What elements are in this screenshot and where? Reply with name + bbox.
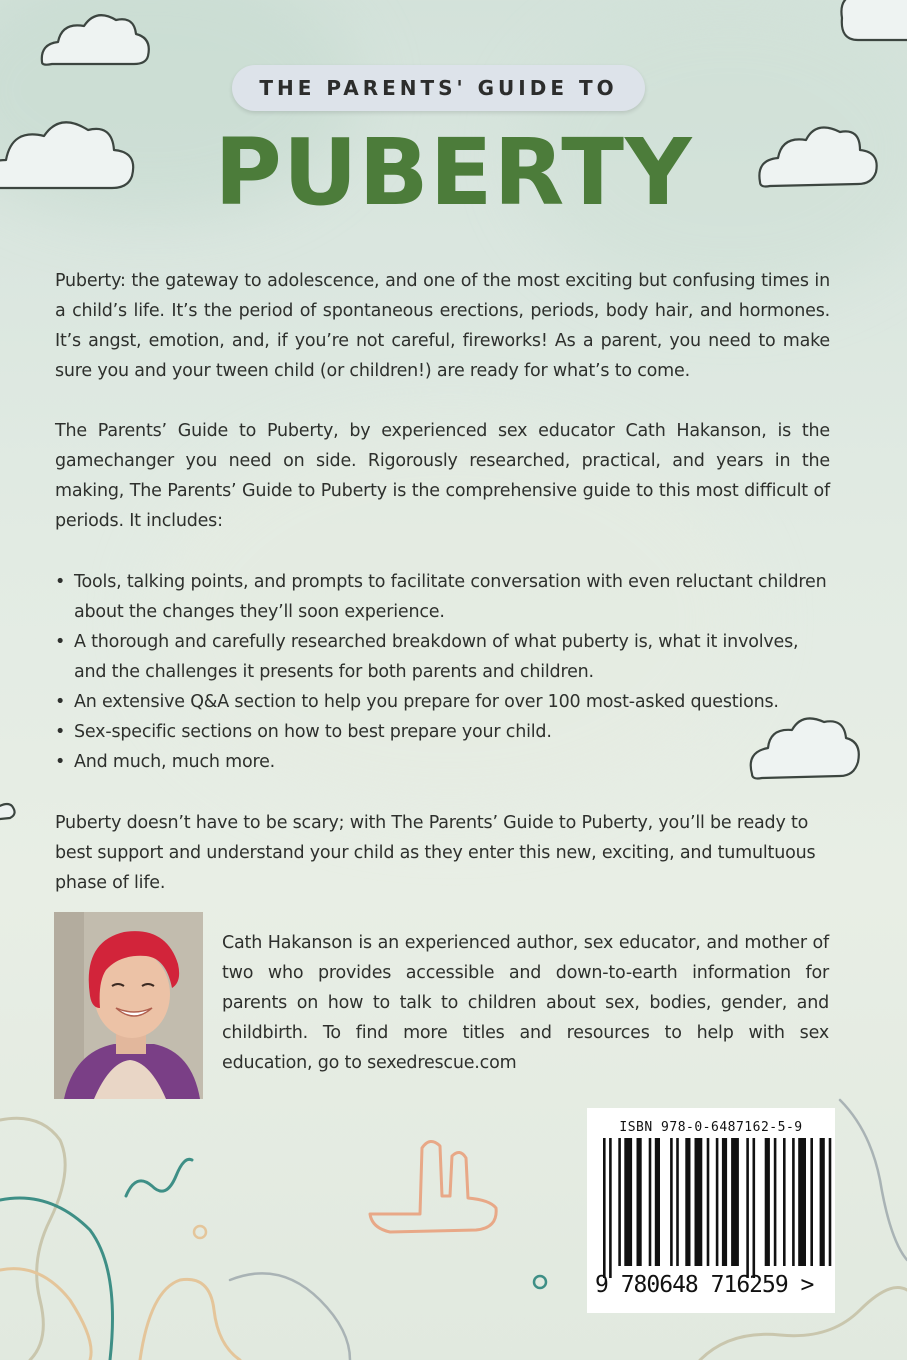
doodle-wave bbox=[140, 1279, 240, 1360]
barcode-bar bbox=[676, 1138, 679, 1266]
doodle-circle bbox=[194, 1226, 206, 1238]
feature-item: • Tools, talking points, and prompts to facilitate conversation with even reluctant children about the changes they’ll soon experience. bbox=[55, 567, 830, 627]
barcode-bar bbox=[655, 1138, 660, 1266]
feature-item: • An extensive Q&A section to help you prepare for over 100 most-asked questions. bbox=[55, 687, 830, 717]
barcode-bar bbox=[707, 1138, 710, 1266]
barcode-bar bbox=[746, 1138, 749, 1278]
doodle-wave bbox=[230, 1273, 350, 1360]
author-bio: Cath Hakanson is an experienced author, sex educator, and mother of two who provides accessible and down-to-earth information for parents on how to talk to children about sex, bodies, gender, and childbirth. To find more titles and resources to help with sex education, go to sexedrescue.com bbox=[222, 933, 829, 1073]
barcode-bar bbox=[618, 1138, 621, 1266]
author-photo bbox=[54, 912, 203, 1099]
cloud-icon bbox=[0, 804, 15, 820]
doodle-wave bbox=[0, 1269, 91, 1360]
doodle-circle bbox=[534, 1276, 546, 1288]
feature-item: • Sex-specific sections on how to best prepare your child. bbox=[55, 717, 830, 747]
doodle-squiggle bbox=[126, 1159, 192, 1196]
feature-list bbox=[55, 567, 830, 777]
barcode-bar bbox=[609, 1138, 612, 1278]
barcode-bar bbox=[783, 1138, 786, 1266]
barcode-bar bbox=[820, 1138, 825, 1266]
feature-item: • And much, much more. bbox=[55, 747, 830, 777]
barcode-bar bbox=[753, 1138, 756, 1278]
barcode-digits: 9 780648 716259 > bbox=[595, 1272, 814, 1298]
doodle-wave bbox=[840, 1100, 907, 1260]
barcode-box bbox=[587, 1108, 835, 1313]
barcode-bar bbox=[624, 1138, 632, 1266]
doodle-hand bbox=[370, 1141, 496, 1232]
intro-paragraph: Puberty: the gateway to adolescence, and one of the most exciting but confusing times in a child’s life. It’s the period of spontaneous erections, periods, body hair, and hormones. It’s angst, emotion, and, if you’re not careful, fireworks! As a parent, you need to make sure you and your tween child (or children!) are ready for what’s to come. bbox=[55, 271, 830, 381]
doodle-wave bbox=[0, 1118, 65, 1360]
barcode-bar bbox=[810, 1138, 813, 1266]
book-title: PUBERTY bbox=[214, 119, 693, 226]
barcode-bar bbox=[649, 1138, 652, 1266]
barcode-bar bbox=[603, 1138, 606, 1278]
barcode-bar bbox=[722, 1138, 727, 1266]
barcode-bar bbox=[774, 1138, 777, 1266]
cloud-icon bbox=[42, 15, 149, 64]
doodle-wave bbox=[0, 1198, 113, 1360]
barcode-bar bbox=[716, 1138, 719, 1266]
barcode-bar bbox=[695, 1138, 703, 1266]
isbn-label: ISBN 978-0-6487162-5-9 bbox=[619, 1120, 803, 1135]
cloud-icon bbox=[841, 0, 907, 40]
barcode-bar bbox=[792, 1138, 795, 1266]
barcode-bar bbox=[765, 1138, 770, 1266]
closing-paragraph: Puberty doesn’t have to be scary; with The Parents’ Guide to Puberty, you’ll be ready to best support and understand your child as they enter this new, exciting, and tumultuous phase of life. bbox=[55, 813, 816, 893]
subtitle-pill: THE PARENTS' GUIDE TO bbox=[232, 65, 645, 111]
feature-item: • A thorough and carefully researched breakdown of what puberty is, what it involves, and the challenges it presents for both parents and children. bbox=[55, 627, 830, 687]
barcode-bar bbox=[798, 1138, 806, 1266]
barcode-bar bbox=[685, 1138, 690, 1266]
barcode-bar bbox=[829, 1138, 832, 1266]
barcode-bar bbox=[670, 1138, 673, 1266]
barcode-bar bbox=[637, 1138, 642, 1266]
description-paragraph: The Parents’ Guide to Puberty, by experienced sex educator Cath Hakanson, is the gamechanger you need on side. Rigorously researched, practical, and years in the making, The Parents’ Guide to Puberty is the comprehensive guide to this most difficult of periods. It includes: bbox=[55, 421, 830, 531]
barcode-bar bbox=[731, 1138, 739, 1266]
